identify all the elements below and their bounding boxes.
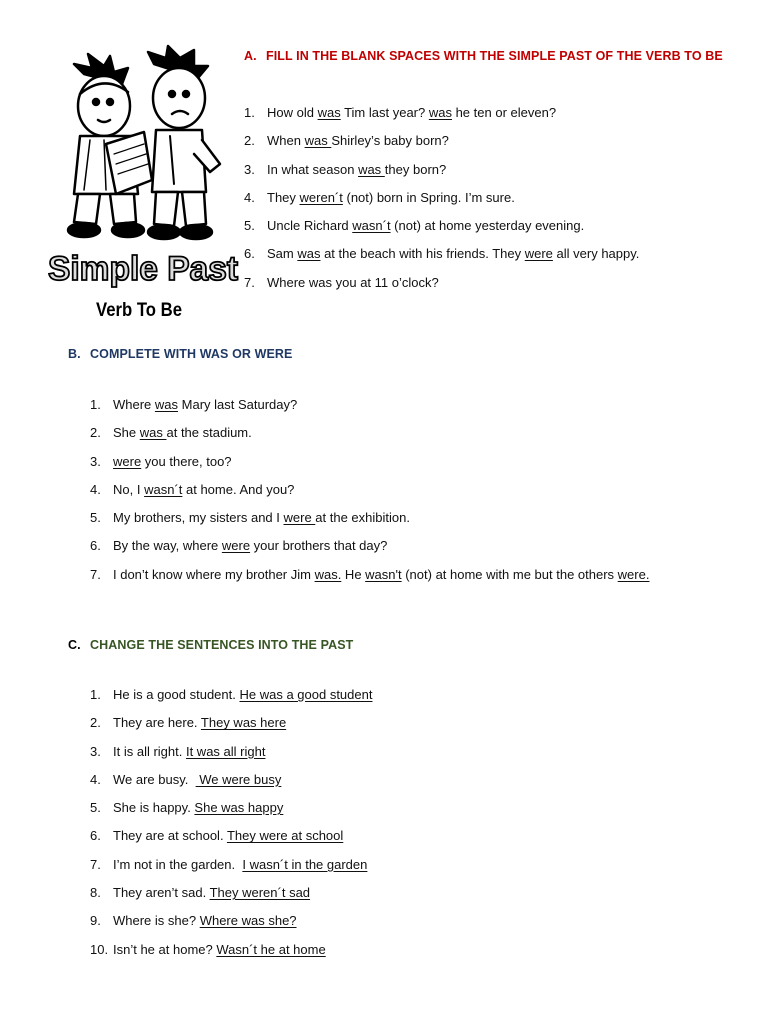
answer-text: were.	[617, 566, 650, 582]
section-b-title: COMPLETE WITH WAS OR WERE	[90, 347, 293, 361]
item-sentence	[113, 827, 343, 845]
answer-text: was	[317, 105, 341, 120]
item-number: 3.	[90, 743, 101, 759]
item-number: 5.	[90, 510, 101, 526]
sentence-text: In what season	[267, 161, 359, 177]
sentence-text: He	[341, 566, 366, 582]
sentence-text: Shirley’s baby born?	[331, 133, 449, 149]
answer-text: were	[221, 538, 251, 554]
answer-text: were	[283, 510, 316, 526]
answer-text: We were busy	[195, 771, 282, 787]
sentence-text: he ten or eleven?	[451, 105, 557, 120]
sentence-text: Uncle Richard	[267, 218, 353, 234]
section-b-heading	[68, 347, 293, 361]
item-sentence	[113, 509, 410, 527]
item-number: 8.	[90, 885, 101, 901]
item-sentence	[113, 771, 281, 789]
simple-past-illustration	[44, 44, 244, 324]
sentence-text: Tim last year?	[340, 105, 429, 120]
sentence-text: (not) at home yesterday evening.	[390, 218, 585, 234]
sentence-text: (not) born in Spring. I’m sure.	[342, 189, 515, 205]
item-number: 9.	[90, 913, 101, 929]
item-number: 6.	[244, 246, 255, 262]
sentence-text: I’m not in the garden.	[113, 856, 243, 872]
item-sentence	[267, 245, 639, 263]
sentence-text: your brothers that day?	[250, 538, 388, 554]
item-sentence	[267, 217, 584, 235]
section-c-heading	[68, 638, 353, 652]
sentence-text: at the stadium.	[166, 425, 252, 441]
item-number: 5.	[244, 218, 255, 234]
item-number: 5.	[90, 800, 101, 816]
item-number: 1.	[244, 105, 255, 120]
answer-text: wasn´t	[352, 218, 391, 234]
sentence-text: By the way, where	[113, 538, 222, 554]
item-number: 1.	[90, 687, 101, 702]
item-sentence	[113, 424, 252, 442]
item-sentence	[113, 686, 372, 704]
section-b-letter: B.	[68, 347, 81, 361]
answer-text: It was all right	[185, 743, 266, 759]
illustration-subtitle: Verb To Be	[96, 300, 182, 321]
sentence-text: I don’t know where my brother Jim	[113, 566, 315, 582]
item-sentence	[113, 912, 297, 930]
answer-text: weren´t	[299, 189, 343, 205]
item-number: 6.	[90, 538, 101, 554]
item-number: 1.	[90, 397, 101, 412]
boys-reading-icon	[44, 44, 244, 324]
sentence-text: They	[267, 189, 300, 205]
item-sentence	[113, 941, 326, 959]
item-number: 7.	[90, 856, 101, 872]
sentence-text: Where	[113, 397, 155, 412]
item-sentence	[113, 453, 232, 471]
sentence-text: at the beach with his friends. They	[320, 246, 525, 262]
sentence-text: Where is she?	[113, 913, 200, 929]
sentence-text: at home. And you?	[182, 481, 295, 497]
sentence-text: They are at school.	[113, 828, 227, 844]
item-sentence	[113, 884, 310, 902]
section-a-heading	[244, 49, 723, 63]
item-number: 2.	[90, 715, 101, 731]
answer-text: wasn't	[365, 566, 402, 582]
item-sentence	[267, 189, 515, 207]
sentence-text: Sam	[267, 246, 298, 262]
answer-text: was	[304, 133, 332, 149]
item-sentence	[113, 537, 387, 555]
sentence-text: They aren’t sad.	[113, 885, 210, 901]
answer-text: Where was she?	[199, 913, 297, 929]
item-number: 7.	[90, 566, 101, 582]
answer-text: I wasn´t in the garden	[242, 856, 368, 872]
sentence-text: Mary last Saturday?	[178, 397, 298, 412]
item-number: 3.	[244, 161, 255, 177]
answer-text: was	[297, 246, 321, 262]
sentence-text: They are here.	[113, 715, 201, 731]
item-sentence	[113, 743, 265, 761]
answer-text: She was happy	[194, 800, 284, 816]
sentence-text: He is a good student.	[113, 687, 240, 702]
answer-text: He was a good student	[239, 687, 373, 702]
item-sentence	[267, 104, 556, 122]
sentence-text: We are busy.	[113, 771, 196, 787]
sentence-text: When	[267, 133, 305, 149]
section-a-title: FILL IN THE BLANK SPACES WITH THE SIMPLE PAST OF THE VERB TO BE	[266, 49, 723, 63]
item-sentence	[113, 566, 649, 584]
item-number: 2.	[90, 425, 101, 441]
answer-text: was.	[314, 566, 342, 582]
sentence-text: all very happy.	[552, 246, 640, 262]
answer-text: was	[139, 425, 167, 441]
answer-text: They weren´t sad	[209, 885, 311, 901]
item-sentence	[113, 799, 283, 817]
answer-text: They was here	[200, 715, 287, 731]
answer-text: wasn´t	[144, 481, 183, 497]
section-a-letter: A.	[244, 49, 257, 63]
section-c-title: CHANGE THE SENTENCES INTO THE PAST	[90, 638, 354, 652]
item-number: 3.	[90, 453, 101, 469]
sentence-text: they born?	[384, 161, 447, 177]
sentence-text: at the exhibition.	[315, 510, 410, 526]
answer-text: was	[154, 397, 179, 412]
item-number: 4.	[244, 189, 255, 205]
item-number: 10.	[90, 941, 109, 957]
item-number: 6.	[90, 828, 101, 844]
illustration-title: Simple Past	[48, 250, 238, 288]
section-c-letter: C.	[68, 638, 81, 652]
item-sentence	[267, 274, 439, 292]
item-sentence	[113, 856, 367, 874]
sentence-text: My brothers, my sisters and I	[113, 510, 284, 526]
sentence-text: Where was you at 11 o’clock?	[267, 274, 439, 290]
item-sentence	[113, 396, 297, 414]
sentence-text: How old	[267, 105, 318, 120]
sentence-text: She is happy.	[113, 800, 195, 816]
sentence-text: (not) at home with me but the others	[401, 566, 618, 582]
answer-text: was	[358, 161, 385, 177]
item-sentence	[113, 714, 286, 732]
item-sentence	[267, 132, 449, 150]
item-number: 4.	[90, 481, 101, 497]
item-number: 2.	[244, 133, 255, 149]
item-number: 4.	[90, 771, 101, 787]
item-sentence	[113, 481, 294, 499]
sentence-text: She	[113, 425, 140, 441]
sentence-text: No, I	[113, 481, 145, 497]
sentence-text: you there, too?	[141, 453, 232, 469]
answer-text: were	[524, 246, 553, 262]
item-number: 7.	[244, 274, 255, 290]
answer-text: were	[113, 453, 142, 469]
answer-text: They were at school	[226, 828, 344, 844]
answer-text: was	[428, 105, 452, 120]
sentence-text: It is all right.	[113, 743, 186, 759]
sentence-text: Isn’t he at home?	[113, 941, 217, 957]
item-sentence	[267, 161, 446, 179]
answer-text: Wasn´t he at home	[216, 941, 326, 957]
